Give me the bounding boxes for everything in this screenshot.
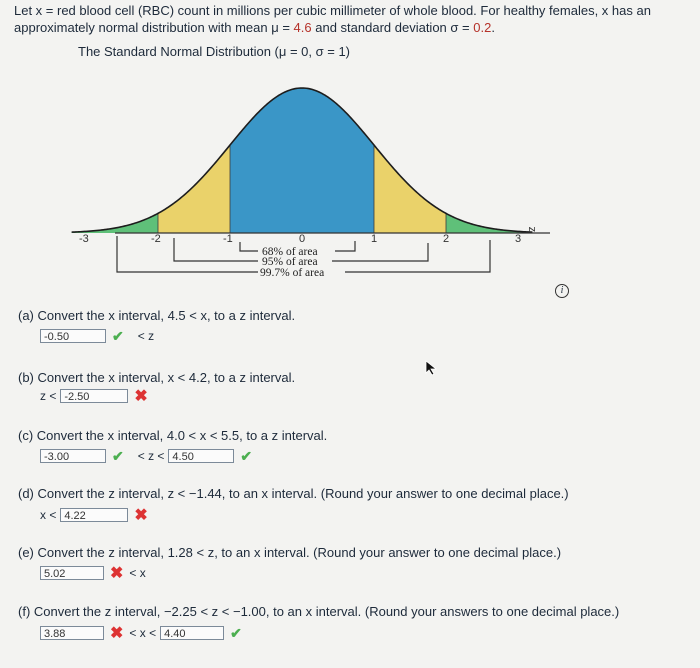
- check-icon: ✔: [230, 624, 242, 641]
- answer-f-input-1[interactable]: 3.88: [40, 626, 104, 640]
- figure-title: The Standard Normal Distribution (μ = 0, σ = 1): [78, 44, 351, 59]
- axis-ticks: [79, 233, 521, 245]
- answer-e-suffix: < x: [129, 566, 146, 580]
- curve-region-0: [72, 213, 158, 233]
- answer-f-middle: < x <: [129, 626, 157, 640]
- normal-distribution-figure: [79, 70, 580, 285]
- tick-label: 1: [371, 233, 378, 245]
- sd-value: 0.2: [473, 20, 492, 35]
- curve-regions: [72, 88, 533, 233]
- curve-region-4: [446, 213, 532, 233]
- question-c-answer: [40, 447, 262, 465]
- bracket-997-left: [117, 236, 258, 272]
- answer-a-input[interactable]: -0.50: [40, 329, 106, 343]
- check-icon: ✔: [112, 447, 124, 464]
- question-f-text: (f) Convert the z interval, −2.25 < z < −1.00, to an x interval. (Round your answers to one decimal place.): [18, 604, 620, 619]
- problem-statement: [14, 2, 694, 36]
- tick-label: -3: [79, 233, 89, 245]
- answer-f-input-2[interactable]: 4.40: [160, 626, 224, 640]
- tick-label: -2: [151, 233, 161, 245]
- answer-a-suffix: < z: [137, 329, 155, 343]
- intro-line-1: Let x = red blood cell (RBC) count in millions per cubic millimeter of whole blood. For healthy females, x has an: [14, 3, 651, 18]
- question-b-text: (b) Convert the x interval, x < 4.2, to a z interval.: [18, 370, 296, 385]
- tick-label: 2: [443, 233, 450, 245]
- answer-d-prefix: x <: [40, 508, 57, 522]
- question-a-text: (a) Convert the x interval, 4.5 < x, to a z interval.: [18, 308, 296, 323]
- question-f-answer: [40, 624, 252, 642]
- check-icon: ✔: [112, 327, 124, 344]
- intro-line-2: approximately normal distribution with mean μ = 4.6 and standard deviation σ = 0.2.: [14, 20, 495, 35]
- curve-region-2: [230, 88, 374, 233]
- info-icon[interactable]: i: [555, 284, 569, 298]
- answer-c-input-1[interactable]: -3.00: [40, 449, 106, 463]
- label-68-percent: 68% of area: [262, 246, 318, 258]
- question-d-answer: [40, 506, 158, 524]
- mean-value: 4.6: [293, 20, 312, 35]
- cross-icon: ✖: [110, 625, 124, 642]
- answer-d-input[interactable]: 4.22: [60, 508, 128, 522]
- tick-label: 3: [515, 233, 522, 245]
- answer-b-prefix: z <: [40, 389, 57, 403]
- bracket-68-right: [335, 241, 355, 251]
- answer-c-middle: < z <: [137, 449, 165, 463]
- check-icon: ✔: [240, 447, 253, 464]
- question-b-answer: [40, 387, 158, 405]
- question-e-text: (e) Convert the z interval, 1.28 < z, to an x interval. (Round your answer to one decimal place.): [18, 545, 562, 560]
- answer-b-input[interactable]: -2.50: [60, 389, 128, 403]
- question-e-answer: [40, 564, 150, 582]
- tick-label: -1: [223, 233, 233, 245]
- question-c-text: (c) Convert the x interval, 4.0 < x < 5.5, to a z interval.: [18, 428, 328, 443]
- bracket-68-left: [240, 242, 258, 251]
- mouse-cursor-icon: [425, 360, 439, 376]
- answer-e-input[interactable]: 5.02: [40, 566, 104, 580]
- cross-icon: ✖: [134, 507, 148, 524]
- bracket-95-left: [174, 238, 258, 261]
- question-a-answer: [40, 327, 158, 345]
- z-axis-label: z: [526, 226, 538, 232]
- tick-label: 0: [299, 233, 306, 245]
- cross-icon: ✖: [134, 388, 148, 405]
- label-95-percent: 95% of area: [262, 256, 318, 268]
- cross-icon: ✖: [110, 565, 124, 582]
- bracket-997-right: [345, 240, 490, 272]
- bracket-95-right: [332, 243, 428, 261]
- label-997-percent: 99.7% of area: [260, 267, 325, 279]
- answer-c-input-2[interactable]: 4.50: [168, 449, 234, 463]
- question-d-text: (d) Convert the z interval, z < −1.44, to an x interval. (Round your answer to one decimal place.): [18, 486, 569, 501]
